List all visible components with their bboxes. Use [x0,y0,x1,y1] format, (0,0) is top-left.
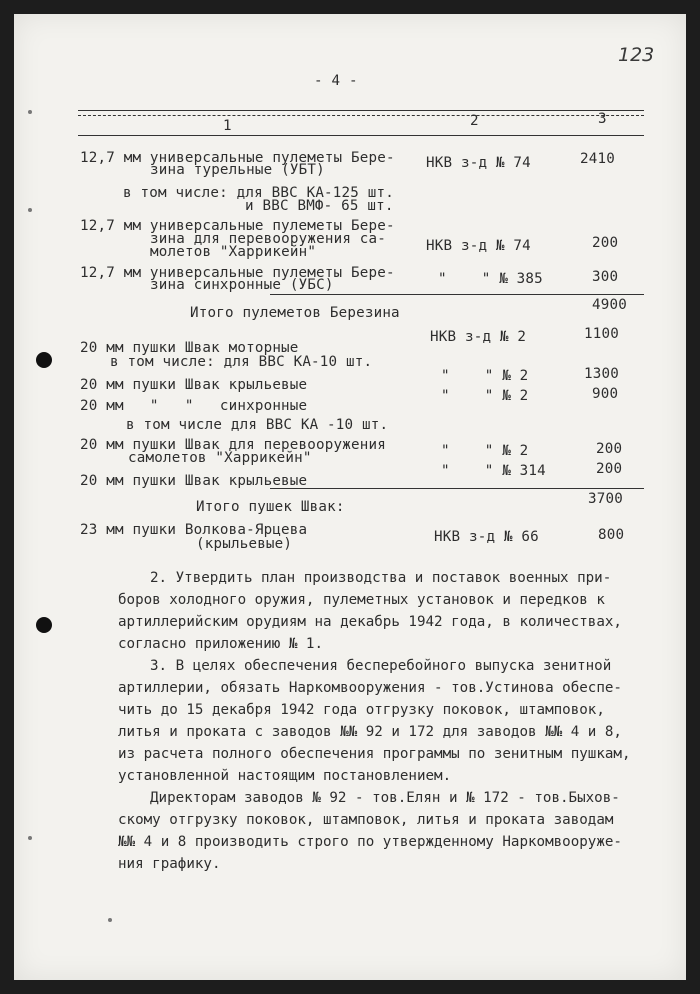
row-text-line: зина для перевооружения са- [150,231,387,247]
paragraph-2 [118,567,678,655]
page-marker: - 4 - [314,73,358,89]
row-text-line: зина турельные (УБТ) [150,162,325,178]
row-text-line: в том числе: для ВВС КА-125 шт. [123,185,394,201]
row-text-line: 23 мм пушки Волкова-Ярцева [80,522,308,538]
handwritten-page-number: 123 [618,44,655,66]
row-plant: " " № 385 [438,271,543,287]
row-quantity: 1100 [584,326,619,342]
row-text-line: 20 мм пушки Швак для перевооружения [80,437,386,453]
paragraph-line: артиллерии, обязать Наркомвооружения - тов.Устинова обеспе- [118,680,622,696]
row-text-line: молетов "Харрикейн" [150,244,317,260]
row-quantity: 900 [592,386,619,402]
subtotal-rule [270,294,644,295]
row-text-line: 20 мм пушки Швак моторные [80,340,299,356]
row-quantity: 200 [592,235,619,251]
row-plant: НКВ з-д № 2 [430,329,527,345]
subtotal-rule [270,488,644,489]
row-quantity: 1300 [584,366,619,382]
paragraph-line: 3. В целях обеспечения бесперебойного выпуска зенитной [150,658,612,674]
subtotal-quantity: 3700 [588,491,623,507]
paragraph-line: боров холодного оружия, пулеметных установок и передков к [118,592,605,608]
paragraph-line: установленной настоящим постановлением. [118,768,452,784]
paragraph-directors [118,787,678,875]
subtotal-quantity: 4900 [592,297,627,313]
row-text-line: в том числе: для ВВС КА-10 шт. [110,354,373,370]
column-header-1: 1 [223,118,232,134]
subtotal-label: Итого пушек Швак: [196,499,345,515]
row-text-line: 12,7 мм универсальные пулеметы Бере- [80,265,395,281]
row-quantity: 200 [596,441,623,457]
binder-hole [36,352,52,368]
binder-hole [36,617,52,633]
row-text-line: 20 мм пушки Швак крыльевые [80,377,308,393]
row-quantity: 200 [596,461,623,477]
paragraph-line: Директорам заводов № 92 - тов.Елян и № 172 - тов.Быхов- [150,790,620,806]
table-rule-header-bottom [78,135,644,136]
row-text-line: зина синхронные (УБС) [150,277,334,293]
row-plant: " " № 2 [441,368,529,384]
row-text-line: в том числе для ВВС КА -10 шт. [126,417,389,433]
paragraph-line: литья и проката с заводов №№ 92 и 172 для заводов №№ 4 и 8, [118,724,622,740]
paragraph-line: чить до 15 декабря 1942 года отгрузку поковок, штамповок, [118,702,605,718]
table-rule-top-dashed [78,115,644,116]
paragraph-line: из расчета полного обеспечения программы по зенитным пушкам, [118,746,631,762]
paragraph-line: согласно приложению № 1. [118,636,323,652]
paragraph-line: 2. Утвердить план производства и поставок военных при- [150,570,612,586]
paragraph-line: ния графику. [118,856,221,872]
paragraph-line: №№ 4 и 8 производить строго по утвержденному Наркомвоoружe- [118,834,622,850]
row-plant: НКВ з-д № 74 [426,238,531,254]
paper-speck [28,208,32,212]
row-plant: " " № 314 [441,463,546,479]
row-text-line: и ВВС ВМФ- 65 шт. [245,198,394,214]
row-text-line: 20 мм " " синхронные [80,398,308,414]
row-plant: НКВ з-д № 66 [434,529,539,545]
paragraph-line: скому отгрузку поковок, штамповок, литья и проката заводам [118,812,614,828]
table-rule-top [78,110,644,111]
column-header-3: 3 [598,111,607,127]
column-header-2: 2 [470,113,479,129]
row-plant: " " № 2 [441,388,529,404]
row-text-line: 20 мм пушки Швак крыльевые [80,473,308,489]
row-text-line: 12,7 мм универсальные пулеметы Бере- [80,218,395,234]
paragraph-line: артиллерийским орудиям на декабрь 1942 года, в количествах, [118,614,622,630]
document-page [14,14,686,980]
row-text-line: самолетов "Харрикейн" [128,450,312,466]
subtotal-label: Итого пулеметов Березина [190,305,400,321]
row-quantity: 800 [598,527,625,543]
row-quantity: 300 [592,269,619,285]
row-quantity: 2410 [580,151,615,167]
row-text-line: 12,7 мм универсальные пулеметы Бере- [80,150,395,166]
row-text-line: (крыльевые) [196,536,293,552]
paper-speck [108,918,112,922]
paragraph-3 [118,655,678,787]
paper-speck [28,836,32,840]
paper-speck [28,110,32,114]
row-plant: " " № 2 [441,443,529,459]
row-plant: НКВ з-д № 74 [426,155,531,171]
